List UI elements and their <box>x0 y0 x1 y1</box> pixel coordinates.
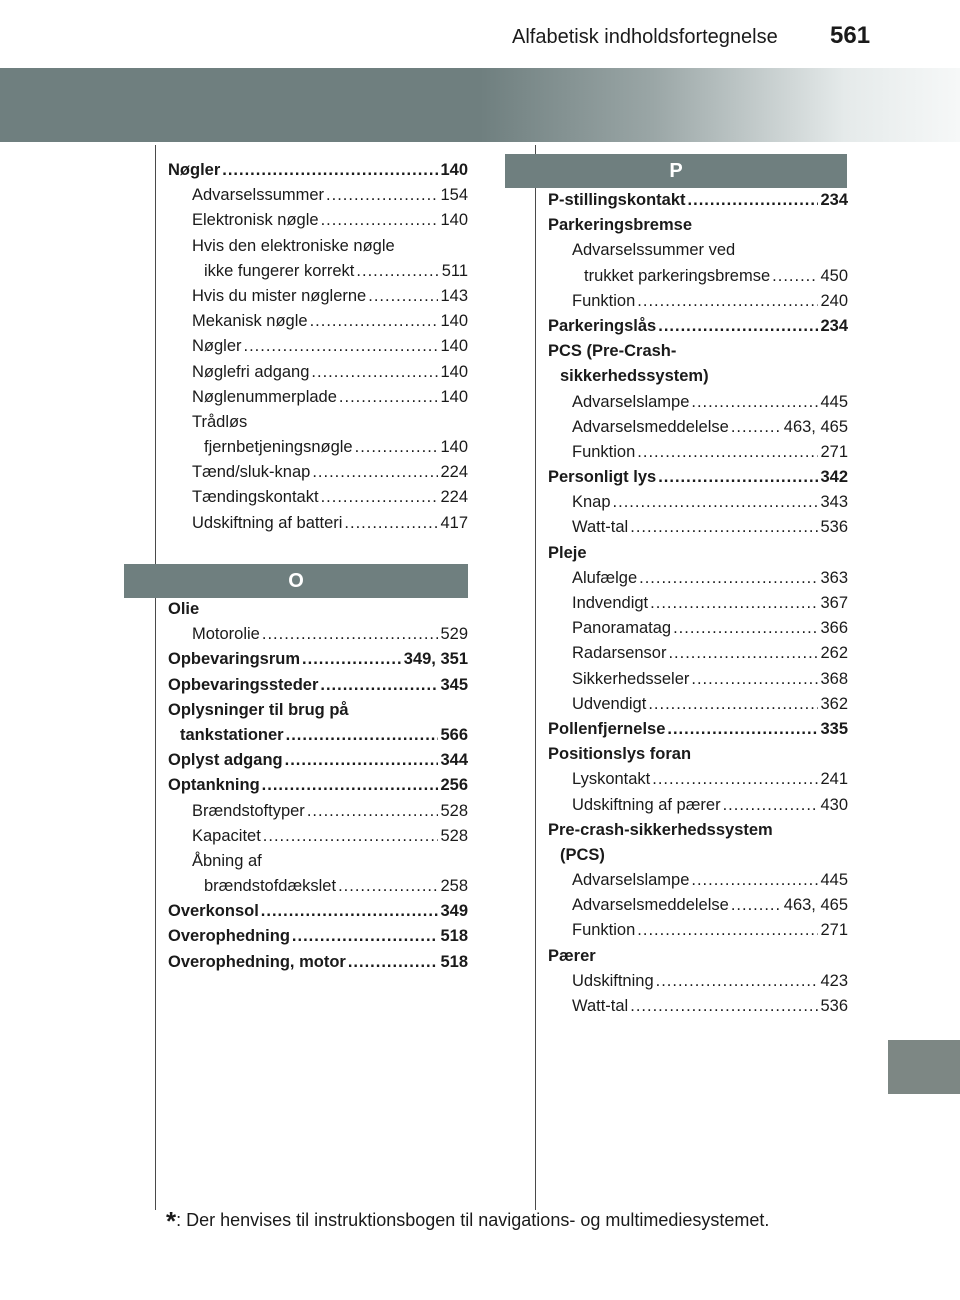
index-entry <box>168 460 468 485</box>
dot-leader <box>312 460 438 485</box>
index-entry-term: Opbevaringssteder <box>168 675 319 694</box>
dot-leader <box>348 950 439 975</box>
dot-leader <box>637 440 818 465</box>
index-entry-term: Hvis du mister nøglerne <box>192 286 367 305</box>
index-entry-term: Brændstoftyper <box>192 801 305 820</box>
index-entry <box>548 944 848 969</box>
index-entry <box>548 641 848 666</box>
index-entry <box>548 541 848 566</box>
index-entry-term: Kapacitet <box>192 826 261 845</box>
index-entry <box>168 698 468 723</box>
index-entry-page: 258 <box>440 877 468 896</box>
index-entry <box>548 213 848 238</box>
index-entry-page: 344 <box>440 751 468 770</box>
index-entry <box>548 238 848 263</box>
index-entry <box>168 773 468 798</box>
index-entry-term: Panoramatag <box>572 619 672 638</box>
index-entry-term: Opbevaringsrum <box>168 650 301 669</box>
index-entry <box>548 264 848 289</box>
dot-leader <box>650 591 818 616</box>
index-entry-term: Positionslys foran <box>548 745 692 764</box>
index-entry <box>168 259 468 284</box>
index-entry <box>168 435 468 460</box>
dot-leader <box>637 918 818 943</box>
index-entry <box>548 339 848 364</box>
dot-leader <box>667 717 818 742</box>
dot-leader <box>723 793 819 818</box>
index-entry <box>168 874 468 899</box>
index-entry-page: 335 <box>820 719 848 738</box>
index-entry <box>548 793 848 818</box>
dot-leader <box>321 485 439 510</box>
index-entry-page: 368 <box>820 669 848 688</box>
index-entry-page: 366 <box>820 619 848 638</box>
index-entry <box>168 673 468 698</box>
dot-leader <box>731 893 782 918</box>
index-entry <box>168 723 468 748</box>
index-entry-page: 140 <box>440 387 468 406</box>
section-letter-p: P <box>669 160 683 182</box>
index-entry <box>548 591 848 616</box>
index-entry-page: 234 <box>820 316 848 335</box>
dot-leader <box>286 723 439 748</box>
dot-leader <box>658 465 818 490</box>
index-entry-term: Oplyst adgang <box>168 751 283 770</box>
dot-leader <box>262 773 439 798</box>
index-entry-page: 367 <box>820 594 848 612</box>
index-entry-term: Nøglenummerplade <box>192 387 337 406</box>
page-header <box>0 0 960 60</box>
dot-leader <box>339 385 439 410</box>
dot-leader <box>630 515 818 540</box>
dot-leader <box>630 994 818 1019</box>
index-entry <box>168 183 468 208</box>
index-entry-page: 417 <box>440 513 468 532</box>
index-entry <box>168 950 468 975</box>
index-entry <box>168 309 468 334</box>
index-entry-term: PCS (Pre-Crash- <box>548 342 677 361</box>
index-entry-term: Knap <box>572 493 611 512</box>
dot-leader <box>321 208 439 233</box>
index-entry-term: Funktion <box>572 921 636 940</box>
center-column-rule <box>535 145 536 1210</box>
index-entry-page: 343 <box>820 493 848 512</box>
index-entry-term: Indvendigt <box>572 594 649 612</box>
index-entry-term: Lyskontakt <box>572 770 651 789</box>
dot-leader <box>311 360 438 385</box>
index-entry-page: 256 <box>440 776 468 795</box>
index-entry <box>548 616 848 641</box>
index-entry-term: Watt-tal <box>572 518 629 537</box>
dot-leader <box>244 334 439 359</box>
index-entry-term: Advarselslampe <box>572 392 690 411</box>
dot-leader <box>691 868 818 893</box>
index-column-left-o <box>168 597 468 975</box>
dot-leader <box>307 799 439 824</box>
index-entry <box>548 893 848 918</box>
index-entry-term: Advarselsmeddelelse <box>572 896 729 915</box>
index-entry-page: 463, 465 <box>783 896 848 915</box>
index-entry <box>548 465 848 490</box>
dot-leader <box>338 874 438 899</box>
dot-leader <box>637 289 818 314</box>
index-entry-page: 349, 351 <box>403 650 468 669</box>
index-entry-term: fjernbetjeningsnøgle <box>204 438 353 457</box>
dot-leader <box>639 566 818 591</box>
index-entry-page: 445 <box>820 871 848 890</box>
index-entry-term: sikkerhedssystem) <box>560 367 709 386</box>
dot-leader <box>668 641 818 666</box>
index-entry-page: 342 <box>820 468 848 487</box>
index-entry-term: Advarselslampe <box>572 871 690 890</box>
chapter-side-tab <box>888 1040 960 1094</box>
index-entry-term: Trådløs <box>192 412 248 431</box>
index-entry-page: 518 <box>440 952 468 971</box>
index-entry <box>168 158 468 183</box>
index-entry-page: 518 <box>440 927 468 946</box>
index-entry-page: 345 <box>440 675 468 694</box>
dot-leader <box>691 390 818 415</box>
index-entry-term: Parkeringslås <box>548 316 657 335</box>
index-entry-page: 463, 465 <box>783 417 848 436</box>
index-entry-term: Udvendigt <box>572 694 647 713</box>
index-entry-page: 430 <box>820 795 848 814</box>
index-entry-term: Watt-tal <box>572 997 629 1015</box>
index-entry <box>548 843 848 868</box>
index-entry-term: P-stillingskontakt <box>548 191 686 209</box>
index-entry <box>548 490 848 515</box>
footnote <box>166 1206 769 1237</box>
index-entry-page: 224 <box>440 463 468 482</box>
index-entry-term: Olie <box>168 600 200 618</box>
index-entry-term: Oplysninger til brug på <box>168 700 349 719</box>
index-column-right-p <box>548 188 848 1019</box>
page-number: 561 <box>830 22 871 49</box>
index-entry-term: Funktion <box>572 291 636 310</box>
index-entry-term: Overophedning <box>168 927 290 946</box>
index-entry-term: Elektronisk nøgle <box>192 211 319 230</box>
index-entry <box>168 284 468 309</box>
index-entry-page: 362 <box>820 694 848 713</box>
index-entry-page: 140 <box>440 211 468 230</box>
index-entry <box>548 289 848 314</box>
index-entry <box>548 314 848 339</box>
index-entry <box>548 918 848 943</box>
index-entry-page: 154 <box>440 186 468 205</box>
dot-leader <box>285 748 439 773</box>
index-entry <box>168 360 468 385</box>
dot-leader <box>320 673 438 698</box>
index-entry <box>548 390 848 415</box>
index-entry <box>548 969 848 994</box>
index-entry-page: 445 <box>820 392 848 411</box>
index-entry <box>548 767 848 792</box>
index-entry-term: trukket parkeringsbremse <box>584 266 771 285</box>
index-entry-page: 271 <box>820 442 848 461</box>
index-entry-term: Udskiftning <box>572 971 654 990</box>
index-entry-page: 140 <box>440 438 468 457</box>
index-entry-term: Personligt lys <box>548 468 657 487</box>
dot-leader <box>222 158 438 183</box>
index-entry <box>548 415 848 440</box>
index-entry <box>548 364 848 389</box>
index-entry-term: Pleje <box>548 543 587 562</box>
index-entry-term: Alufælge <box>572 568 638 587</box>
index-entry <box>548 692 848 717</box>
footnote-text: : Der henvises til instruktionsbogen til navigations- og multimediesystemet. <box>176 1210 770 1230</box>
index-entry-page: 240 <box>820 291 848 310</box>
section-header-p <box>505 154 847 188</box>
index-entry <box>168 622 468 647</box>
index-entry-term: Åbning af <box>192 851 262 870</box>
dot-leader <box>656 969 819 994</box>
index-entry-page: 349 <box>440 902 468 921</box>
index-entry-term: Tænd/sluk-knap <box>192 463 311 482</box>
index-entry <box>168 799 468 824</box>
index-entry-term: brændstofdækslet <box>204 877 337 896</box>
dot-leader <box>302 647 402 672</box>
index-entry-term: Nøgler <box>168 161 221 179</box>
index-entry <box>168 208 468 233</box>
dot-leader <box>673 616 818 641</box>
index-entry-page: 363 <box>820 568 848 587</box>
index-entry <box>548 667 848 692</box>
index-entry-page: 234 <box>820 191 848 209</box>
index-entry <box>168 234 468 259</box>
dot-leader <box>261 899 439 924</box>
index-entry <box>168 849 468 874</box>
dot-leader <box>355 435 439 460</box>
index-entry-page: 224 <box>440 488 468 507</box>
index-entry <box>168 334 468 359</box>
section-header-o <box>124 564 468 598</box>
dot-leader <box>648 692 818 717</box>
index-entry-page: 140 <box>440 312 468 331</box>
dot-leader <box>658 314 818 339</box>
index-entry <box>168 385 468 410</box>
index-entry-term: Nøgler <box>192 337 242 356</box>
section-letter-o: O <box>288 570 304 592</box>
index-entry-page: 528 <box>440 826 468 845</box>
dot-leader <box>292 924 439 949</box>
index-entry-term: Overophedning, motor <box>168 952 346 971</box>
dot-leader <box>688 188 819 213</box>
index-entry-page: 140 <box>440 362 468 381</box>
index-entry-term: Radarsensor <box>572 644 667 663</box>
index-entry <box>548 188 848 213</box>
index-entry-term: Overkonsol <box>168 902 259 921</box>
index-column-left-n <box>168 158 468 536</box>
index-entry <box>168 511 468 536</box>
index-entry-term: Advarselssummer <box>192 186 325 205</box>
dot-leader <box>731 415 782 440</box>
index-entry-term: (PCS) <box>560 845 605 864</box>
index-entry-term: Udskiftning af pærer <box>572 795 721 814</box>
dot-leader <box>263 824 439 849</box>
index-entry-page: 262 <box>820 644 848 663</box>
index-entry-page: 450 <box>820 266 848 285</box>
dot-leader <box>310 309 439 334</box>
index-entry-term: Sikkerhedsseler <box>572 669 690 688</box>
index-entry <box>548 717 848 742</box>
index-entry-page: 529 <box>440 625 468 644</box>
index-entry <box>168 748 468 773</box>
dot-leader <box>772 264 818 289</box>
index-entry-term: Pollenfjernelse <box>548 719 666 738</box>
index-entry-page: 511 <box>441 261 468 280</box>
index-entry <box>548 566 848 591</box>
index-entry <box>548 818 848 843</box>
index-entry-term: Hvis den elektroniske nøgle <box>192 236 395 255</box>
index-entry-page: 566 <box>440 725 468 744</box>
index-entry-page: 271 <box>820 921 848 940</box>
dot-leader <box>326 183 438 208</box>
index-entry-page: 241 <box>820 770 848 789</box>
index-entry-term: ikke fungerer korrekt <box>204 261 355 280</box>
header-title: Alfabetisk indholdsfortegnelse <box>512 26 778 48</box>
index-entry <box>548 440 848 465</box>
index-entry-term: Parkeringsbremse <box>548 216 692 235</box>
index-entry-term: Pærer <box>548 946 596 965</box>
index-entry-term: Funktion <box>572 442 636 461</box>
dot-leader <box>691 667 818 692</box>
dot-leader <box>368 284 438 309</box>
index-entry-page: 536 <box>820 518 848 537</box>
dot-leader <box>344 511 438 536</box>
index-entry-term: Udskiftning af batteri <box>192 513 343 532</box>
index-entry <box>548 994 848 1019</box>
index-entry-page: 140 <box>440 337 468 356</box>
index-entry <box>168 485 468 510</box>
index-entry-page: 140 <box>440 161 468 179</box>
index-entry <box>168 924 468 949</box>
dot-leader <box>613 490 819 515</box>
index-entry <box>168 899 468 924</box>
index-entry-term: Mekanisk nøgle <box>192 312 308 331</box>
index-entry <box>168 647 468 672</box>
index-entry <box>548 742 848 767</box>
index-entry <box>168 410 468 435</box>
index-entry-term: Pre-crash-sikkerhedssystem <box>548 820 773 839</box>
index-entry-term: Advarselssummer ved <box>572 241 736 260</box>
index-entry <box>168 824 468 849</box>
index-entry-page: 423 <box>820 971 848 990</box>
index-entry-term: tankstationer <box>180 725 284 744</box>
header-gradient-bar <box>0 68 960 142</box>
index-entry-term: Motorolie <box>192 625 260 644</box>
footnote-star: * <box>166 1206 177 1236</box>
left-column-rule <box>155 145 156 1210</box>
dot-leader <box>652 767 818 792</box>
index-entry-page: 143 <box>440 286 468 305</box>
index-entry-term: Nøglefri adgang <box>192 362 310 381</box>
dot-leader <box>356 259 439 284</box>
index-entry-term: Optankning <box>168 776 260 795</box>
index-entry-term: Advarselsmeddelelse <box>572 417 729 436</box>
index-entry-page: 536 <box>820 997 848 1015</box>
index-entry-term: Tændingskontakt <box>192 488 319 507</box>
dot-leader <box>262 622 439 647</box>
index-entry <box>548 868 848 893</box>
index-entry <box>548 515 848 540</box>
index-entry <box>168 597 468 622</box>
index-entry-page: 528 <box>440 801 468 820</box>
